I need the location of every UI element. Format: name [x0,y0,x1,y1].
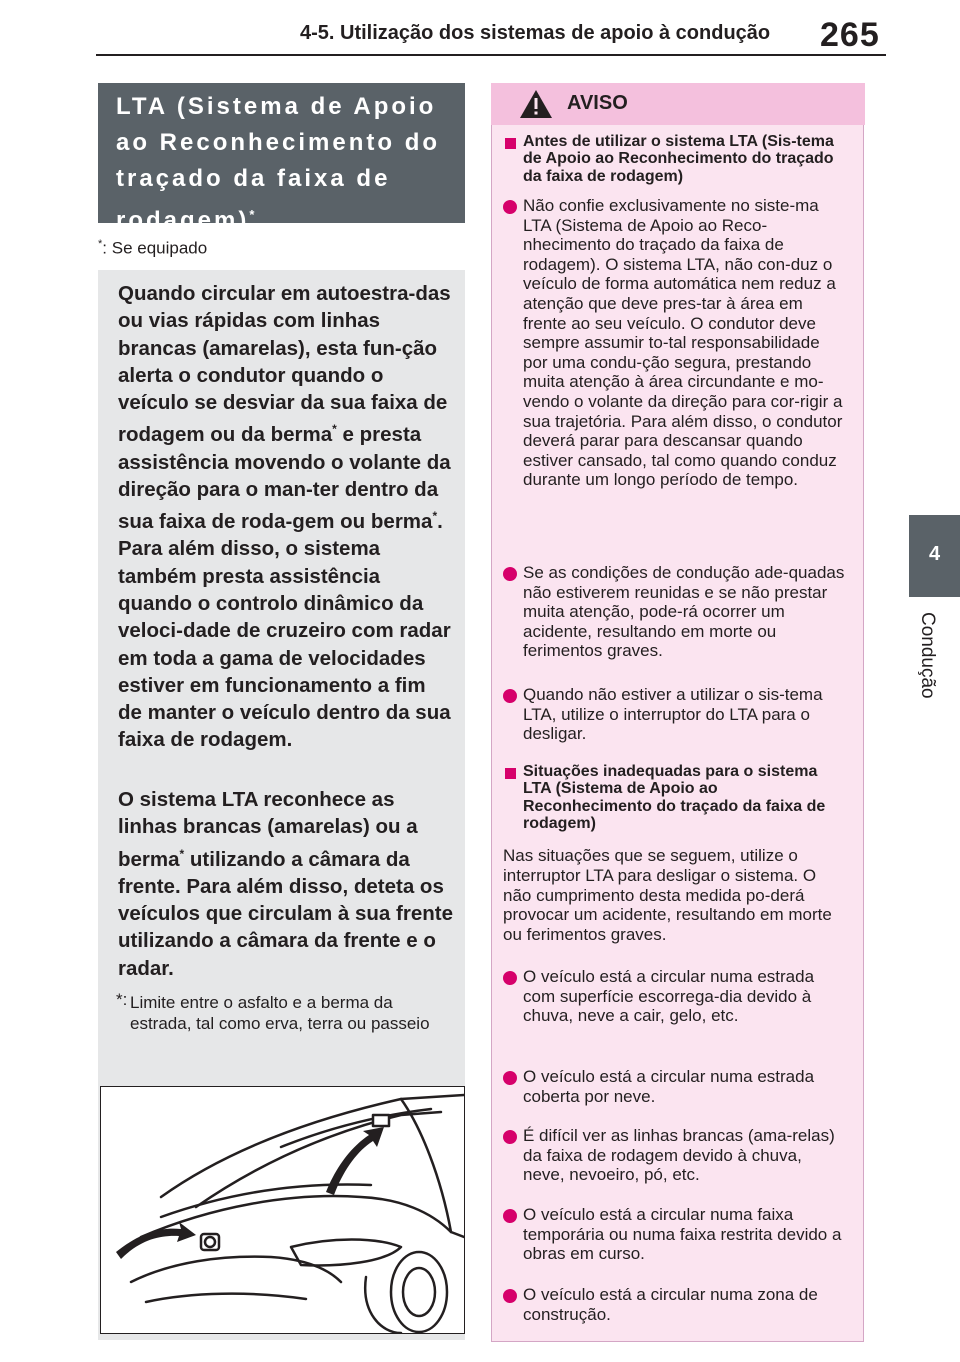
warning-bullet-5: O veículo está a circular numa estrada coberta por neve. [523,1067,815,1106]
warning-heading-2: Situações inadequadas para o sistema LTA (Sistema de Apoio ao Reconhecimento do traçado da faixa de rodagem) [523,763,826,833]
car-illustration [100,1086,465,1334]
section-heading [116,89,456,239]
bullet-dot-icon [503,567,517,581]
chapter-tab [909,515,960,597]
footnote-text: Limite entre o asfalto e a berma da estrada, tal como erva, terra ou passeio [130,993,430,1033]
warning-bullet-8: O veículo está a circular numa zona de construção. [523,1285,818,1324]
warning-paragraph-2: Nas situações que se seguem, utilize o interruptor LTA para desligar o sistema. O não cumprimento desta medida po-derá provocar um acidente, resultando em morte ou ferimentos graves. [503,846,832,945]
equipped-text: : Se equipado [102,238,208,258]
warning-heading-1: Antes de utilizar o sistema LTA (Sis-tema de Apoio ao Reconhecimento do traçado da faixa de rodagem) [523,133,834,185]
heading-asterisk: * [249,207,258,222]
bullet-dot-icon [503,971,517,985]
warning-triangle-icon [518,88,554,120]
chapter-label-wrap [916,612,944,722]
warning-bullet-2: Se as condições de condução ade-quadas não estiverem reunidas e se não prestar muita atenção, pode-rá ocorrer um acidente, resultando em morte ou ferimentos graves. [523,563,845,661]
chapter-label: Condução [917,612,938,699]
intro-p2-asterisk: * [179,846,185,861]
bullet-dot-icon [503,1071,517,1085]
equipped-asterisk: * [98,238,103,250]
chapter-number: 4 [928,543,941,565]
intro-paragraph-2 [118,786,453,982]
intro-p1-asterisk-b: * [432,509,438,524]
section-title: 4-5. Utilização dos sistemas de apoio à condução [300,22,771,44]
warning-bullet-3: Quando não estiver a utilizar o sis-tema LTA, utilize o interruptor do LTA para o desligar. [523,685,823,744]
warning-bullet-7: O veículo está a circular numa faixa temporária ou numa faixa restrita devido a obras em curso. [523,1205,842,1264]
radar-pointer-arrow [116,1222,196,1259]
section-heading-box [98,83,465,234]
footnote-marker: *: [116,990,128,1009]
page-number: 265 [820,16,880,54]
equipped-note [98,238,207,259]
intro-p1-part-c: . Para além disso, o sistema também presta assistência quando o controlo dinâmico da veloci-dade de cruzeiro com radar em toda a gama de velocidades estiver em funcionamento a fim de manter o veículo dentro da sua faixa de rodagem. [118,510,451,752]
bullet-dot-icon [503,200,517,214]
intro-p1-part-a: Quando circular em autoestra-das ou vias rápidas com linhas brancas (amarelas), esta fun-ção alerta o condutor quando o veículo se desviar da sua faixa de rodagem ou da berma [118,282,451,447]
bullet-dot-icon [503,689,517,703]
car-front-drawing [101,1087,464,1333]
intro-p1-asterisk-a: * [332,422,337,437]
section-heading-text: LTA (Sistema de Apoio ao Reconhecimento do traçado da faixa de rodagem) [116,93,441,234]
bullet-dot-icon [503,1289,517,1303]
square-bullet-icon [505,138,516,149]
intro-paragraph-1 [118,280,453,754]
warning-bullet-1: Não confie exclusivamente no siste-ma LTA (Sistema de Apoio ao Reco-nhecimento do traçado da faixa de rodagem). O sistema LTA, não con-duz o veículo de forma automática nem reduz a atenção que deve pres-tar à área em frente ao seu veículo. O condutor deve sempre assumir to-tal responsabilidade por uma condu-ção segura, prestando muita atenção à área circundante e mo-vendo o volante da direção para cor-rigir a sua trajetória. Para além disso, o condutor deverá parar para descansar quando estiver cansado, tal como quando conduz durante um longo período de tempo. [523,196,843,490]
intro-p1-part-b: e presta assistência movendo o volante da direção para o man-ter dentro da sua faixa de roda-gem ou berma [118,423,451,534]
square-bullet-icon [505,768,516,779]
intro-p2-part-b: utilizando a câmara da frente. Para além disso, deteta os veículos que circulam à sua frente utilizando a câmara da frente e o radar. [118,847,453,980]
warning-title: AVISO [567,92,628,114]
warning-bullet-4: O veículo está a circular numa estrada com superfície escorrega-dia devido à chuva, neve a cair, gelo, etc. [523,967,815,1026]
bullet-dot-icon [503,1209,517,1223]
warning-bullet-6: É difícil ver as linhas brancas (ama-relas) da faixa de rodagem devido à chuva, neve, nevoeiro, pó, etc. [523,1126,835,1185]
bullet-dot-icon [503,1130,517,1144]
header-rule [96,54,886,56]
intro-p2-part-a: O sistema LTA reconhece as linhas brancas (amarelas) ou a berma [118,788,418,871]
